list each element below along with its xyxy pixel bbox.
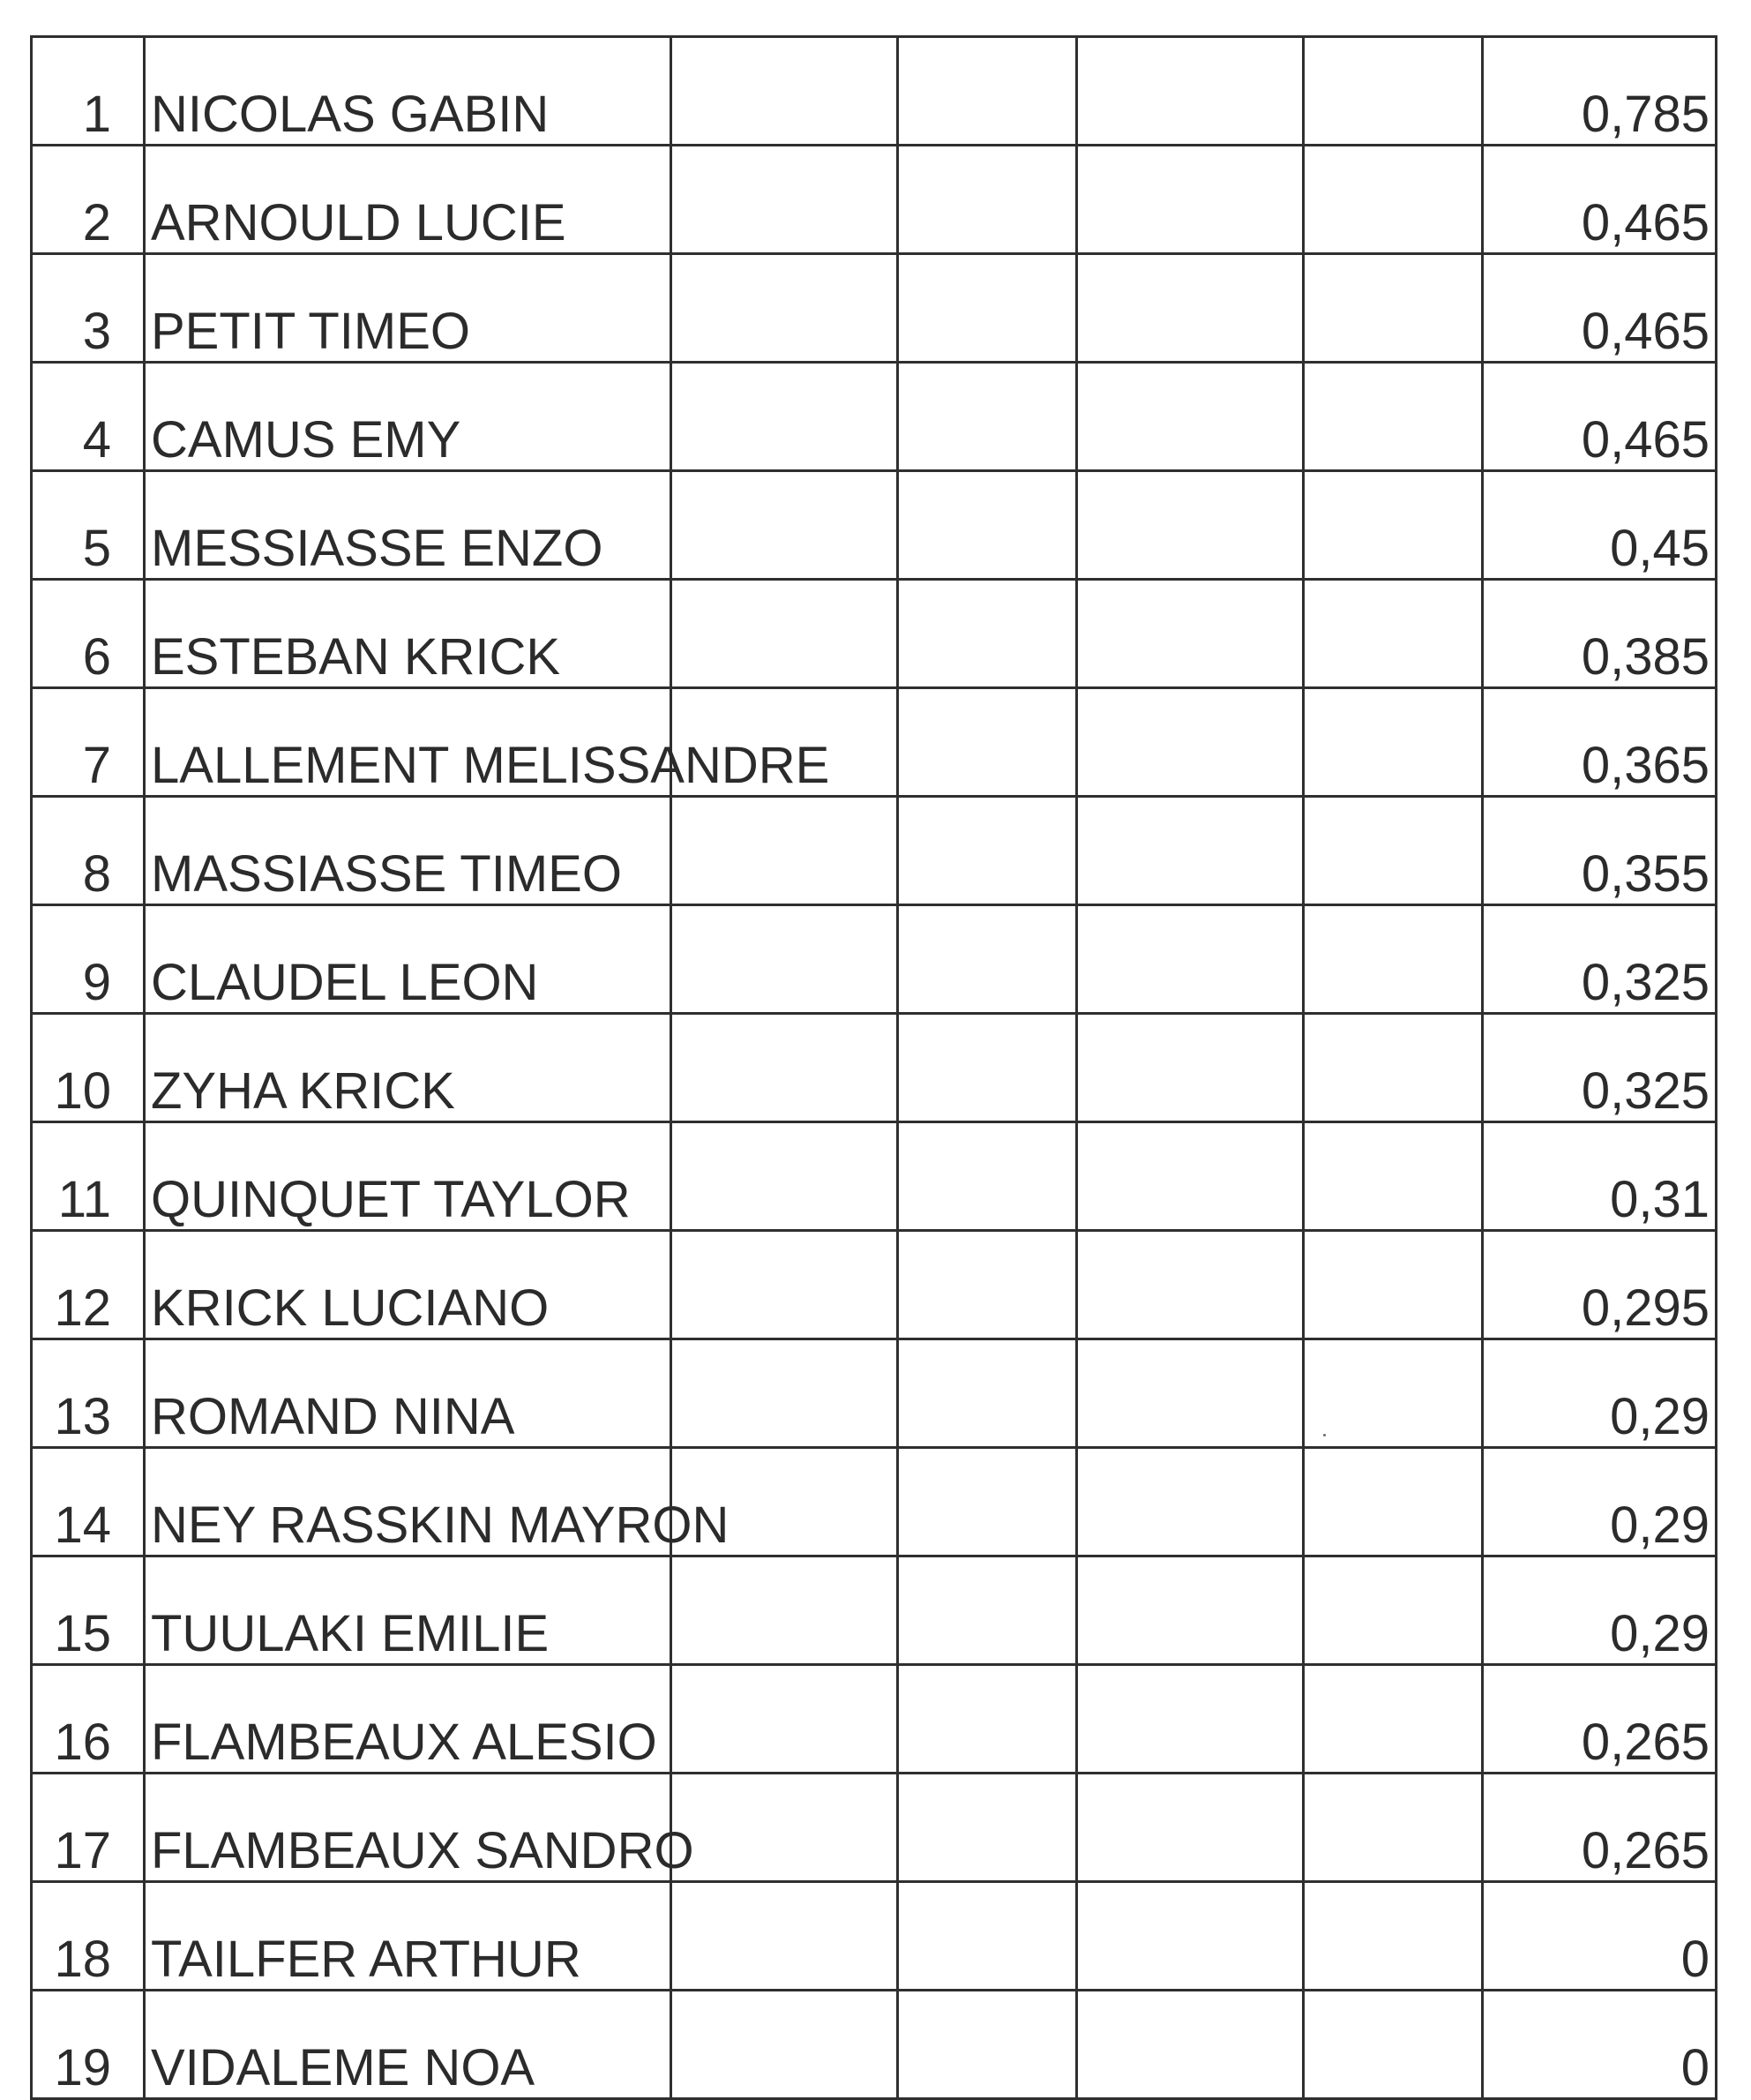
name-cell bbox=[145, 37, 671, 146]
name-cell bbox=[145, 1122, 671, 1231]
table-row bbox=[32, 1665, 1717, 1774]
empty-cell bbox=[671, 1774, 898, 1882]
score-cell bbox=[1483, 363, 1717, 471]
rank-cell bbox=[32, 1774, 145, 1882]
score-cell bbox=[1483, 471, 1717, 580]
empty-cell bbox=[898, 1448, 1077, 1556]
name-text: NICOLAS GABIN bbox=[151, 86, 550, 143]
table-row bbox=[32, 1774, 1717, 1882]
table-row bbox=[32, 797, 1717, 905]
name-text: QUINQUET TAYLOR bbox=[151, 1171, 631, 1228]
empty-cell bbox=[671, 254, 898, 363]
empty-cell bbox=[1077, 471, 1304, 580]
name-text: LALLEMENT MELISSANDRE bbox=[151, 737, 830, 794]
score-cell bbox=[1483, 688, 1717, 797]
score-cell bbox=[1483, 1665, 1717, 1774]
rank-cell bbox=[32, 1556, 145, 1665]
empty-cell bbox=[1304, 1231, 1483, 1339]
table-row bbox=[32, 363, 1717, 471]
rank-cell bbox=[32, 1014, 145, 1122]
rank-cell bbox=[32, 1991, 145, 2099]
rank-cell bbox=[32, 1448, 145, 1556]
name-text: CLAUDEL LEON bbox=[151, 954, 539, 1011]
rank-cell bbox=[32, 471, 145, 580]
score-cell bbox=[1483, 1448, 1717, 1556]
name-cell bbox=[145, 146, 671, 254]
rank-cell bbox=[32, 37, 145, 146]
score-cell bbox=[1483, 254, 1717, 363]
empty-cell bbox=[671, 37, 898, 146]
empty-cell bbox=[1077, 580, 1304, 688]
empty-cell bbox=[1077, 1882, 1304, 1991]
empty-cell bbox=[1077, 1991, 1304, 2099]
empty-cell bbox=[1077, 1231, 1304, 1339]
table-row bbox=[32, 1882, 1717, 1991]
table-body bbox=[32, 37, 1717, 2099]
name-cell bbox=[145, 1014, 671, 1122]
empty-cell bbox=[1304, 1774, 1483, 1882]
name-cell bbox=[145, 1231, 671, 1339]
name-text: VIDALEME NOA bbox=[151, 2039, 535, 2096]
rank-cell bbox=[32, 580, 145, 688]
score-cell bbox=[1483, 1991, 1717, 2099]
empty-cell bbox=[1077, 1556, 1304, 1665]
empty-cell bbox=[898, 471, 1077, 580]
empty-cell bbox=[671, 146, 898, 254]
empty-cell bbox=[898, 1665, 1077, 1774]
empty-cell bbox=[1077, 797, 1304, 905]
empty-cell bbox=[1304, 1339, 1483, 1448]
empty-cell bbox=[1077, 1774, 1304, 1882]
rank-text: 7 bbox=[82, 737, 111, 794]
name-text: FLAMBEAUX ALESIO bbox=[151, 1714, 657, 1771]
name-cell bbox=[145, 1665, 671, 1774]
score-cell bbox=[1483, 146, 1717, 254]
empty-cell bbox=[1077, 1122, 1304, 1231]
score-cell bbox=[1483, 1014, 1717, 1122]
score-text: 0,325 bbox=[1581, 954, 1710, 1011]
rank-cell bbox=[32, 688, 145, 797]
name-text: CAMUS EMY bbox=[151, 411, 461, 469]
rank-cell bbox=[32, 1231, 145, 1339]
empty-cell bbox=[671, 1122, 898, 1231]
empty-cell bbox=[1304, 1014, 1483, 1122]
table-row bbox=[32, 1556, 1717, 1665]
score-text: 0,29 bbox=[1610, 1605, 1710, 1662]
empty-cell bbox=[898, 1882, 1077, 1991]
empty-cell bbox=[1304, 1882, 1483, 1991]
score-cell bbox=[1483, 1882, 1717, 1991]
name-text: TUULAKI EMILIE bbox=[151, 1605, 550, 1662]
score-text: 0 bbox=[1680, 1931, 1710, 1988]
score-text: 0,29 bbox=[1610, 1496, 1710, 1554]
empty-cell bbox=[898, 1339, 1077, 1448]
paper-speck bbox=[1323, 1434, 1326, 1436]
name-cell bbox=[145, 688, 830, 797]
rank-text: 8 bbox=[82, 845, 111, 903]
empty-cell bbox=[898, 363, 1077, 471]
rank-cell bbox=[32, 1665, 145, 1774]
table-row bbox=[32, 905, 1717, 1014]
empty-cell bbox=[1077, 37, 1304, 146]
empty-cell bbox=[1077, 688, 1304, 797]
table-row bbox=[32, 1122, 1717, 1231]
name-cell bbox=[145, 1448, 730, 1556]
rank-text: 9 bbox=[82, 954, 111, 1011]
empty-cell bbox=[1077, 905, 1304, 1014]
empty-cell bbox=[898, 688, 1077, 797]
name-cell bbox=[145, 905, 671, 1014]
empty-cell bbox=[1304, 1556, 1483, 1665]
rank-cell bbox=[32, 1122, 145, 1231]
rank-cell bbox=[32, 1882, 145, 1991]
score-text: 0,355 bbox=[1581, 845, 1710, 903]
rank-text: 6 bbox=[82, 628, 111, 686]
score-text: 0 bbox=[1680, 2039, 1710, 2096]
name-cell bbox=[145, 363, 671, 471]
rank-cell bbox=[32, 363, 145, 471]
empty-cell bbox=[671, 1339, 898, 1448]
ranking-table bbox=[30, 35, 1717, 2100]
score-text: 0,325 bbox=[1581, 1062, 1710, 1120]
table-row bbox=[32, 1991, 1717, 2099]
name-cell bbox=[145, 1339, 671, 1448]
empty-cell bbox=[1077, 1448, 1304, 1556]
rank-text: 19 bbox=[54, 2039, 111, 2096]
empty-cell bbox=[1304, 580, 1483, 688]
empty-cell bbox=[898, 1014, 1077, 1122]
empty-cell bbox=[898, 1122, 1077, 1231]
score-cell bbox=[1483, 905, 1717, 1014]
empty-cell bbox=[1304, 254, 1483, 363]
name-text: ZYHA KRICK bbox=[151, 1062, 455, 1120]
name-cell bbox=[145, 1991, 671, 2099]
name-cell bbox=[145, 797, 671, 905]
table-row bbox=[32, 37, 1717, 146]
rank-text: 10 bbox=[54, 1062, 111, 1120]
empty-cell bbox=[671, 1014, 898, 1122]
rank-text: 3 bbox=[82, 303, 111, 360]
name-text: ROMAND NINA bbox=[151, 1388, 515, 1445]
score-text: 0,785 bbox=[1581, 86, 1710, 143]
table-row bbox=[32, 1448, 1717, 1556]
score-text: 0,265 bbox=[1581, 1714, 1710, 1771]
name-cell bbox=[145, 1882, 671, 1991]
name-text: MASSIASSE TIMEO bbox=[151, 845, 622, 903]
name-cell bbox=[145, 580, 671, 688]
score-text: 0,29 bbox=[1610, 1388, 1710, 1445]
empty-cell bbox=[1077, 363, 1304, 471]
score-text: 0,45 bbox=[1610, 520, 1710, 577]
empty-cell bbox=[898, 254, 1077, 363]
name-text: ESTEBAN KRICK bbox=[151, 628, 561, 686]
rank-cell bbox=[32, 1339, 145, 1448]
score-cell bbox=[1483, 37, 1717, 146]
score-cell bbox=[1483, 580, 1717, 688]
score-cell bbox=[1483, 1774, 1717, 1882]
rank-cell bbox=[32, 905, 145, 1014]
empty-cell bbox=[1077, 1014, 1304, 1122]
empty-cell bbox=[1304, 363, 1483, 471]
empty-cell bbox=[1304, 471, 1483, 580]
empty-cell bbox=[671, 580, 898, 688]
empty-cell bbox=[898, 1991, 1077, 2099]
rank-text: 18 bbox=[54, 1931, 111, 1988]
rank-text: 2 bbox=[82, 194, 111, 251]
empty-cell bbox=[1304, 146, 1483, 254]
empty-cell bbox=[671, 797, 898, 905]
empty-cell bbox=[898, 146, 1077, 254]
score-cell bbox=[1483, 1122, 1717, 1231]
name-text: FLAMBEAUX SANDRO bbox=[151, 1822, 694, 1879]
score-text: 0,31 bbox=[1610, 1171, 1710, 1228]
score-cell bbox=[1483, 1556, 1717, 1665]
empty-cell bbox=[671, 1556, 898, 1665]
empty-cell bbox=[898, 905, 1077, 1014]
score-text: 0,385 bbox=[1581, 628, 1710, 686]
empty-cell bbox=[671, 1665, 898, 1774]
empty-cell bbox=[1077, 254, 1304, 363]
empty-cell bbox=[671, 1882, 898, 1991]
empty-cell bbox=[671, 471, 898, 580]
rank-text: 16 bbox=[54, 1714, 111, 1771]
empty-cell bbox=[1304, 1991, 1483, 2099]
empty-cell bbox=[898, 1231, 1077, 1339]
rank-cell bbox=[32, 797, 145, 905]
rank-text: 12 bbox=[54, 1279, 111, 1337]
empty-cell bbox=[671, 905, 898, 1014]
empty-cell bbox=[1077, 1665, 1304, 1774]
empty-cell bbox=[1304, 37, 1483, 146]
score-text: 0,465 bbox=[1581, 303, 1710, 360]
score-text: 0,465 bbox=[1581, 194, 1710, 251]
name-text: PETIT TIMEO bbox=[151, 303, 471, 360]
table-row bbox=[32, 1339, 1717, 1448]
table-row bbox=[32, 1231, 1717, 1339]
empty-cell bbox=[1304, 905, 1483, 1014]
empty-cell bbox=[898, 797, 1077, 905]
table-row bbox=[32, 580, 1717, 688]
empty-cell bbox=[1077, 1339, 1304, 1448]
score-text: 0,295 bbox=[1581, 1279, 1710, 1337]
rank-text: 15 bbox=[54, 1605, 111, 1662]
rank-text: 1 bbox=[82, 86, 111, 143]
empty-cell bbox=[671, 1231, 898, 1339]
name-cell bbox=[145, 254, 671, 363]
empty-cell bbox=[898, 37, 1077, 146]
empty-cell bbox=[1304, 1122, 1483, 1231]
empty-cell bbox=[1077, 146, 1304, 254]
table-row bbox=[32, 471, 1717, 580]
rank-text: 14 bbox=[54, 1496, 111, 1554]
name-text: KRICK LUCIANO bbox=[151, 1279, 550, 1337]
rank-text: 5 bbox=[82, 520, 111, 577]
name-cell bbox=[145, 1556, 671, 1665]
empty-cell bbox=[898, 1774, 1077, 1882]
empty-cell bbox=[1304, 688, 1483, 797]
empty-cell bbox=[671, 363, 898, 471]
empty-cell bbox=[898, 580, 1077, 688]
score-cell bbox=[1483, 1231, 1717, 1339]
score-text: 0,365 bbox=[1581, 737, 1710, 794]
name-text: MESSIASSE ENZO bbox=[151, 520, 603, 577]
rank-text: 4 bbox=[82, 411, 111, 469]
empty-cell bbox=[1304, 1665, 1483, 1774]
score-text: 0,465 bbox=[1581, 411, 1710, 469]
table-row bbox=[32, 146, 1717, 254]
table-row bbox=[32, 688, 1717, 797]
score-text: 0,265 bbox=[1581, 1822, 1710, 1879]
empty-cell bbox=[1304, 1448, 1483, 1556]
rank-cell bbox=[32, 146, 145, 254]
name-cell bbox=[145, 1774, 694, 1882]
empty-cell bbox=[1304, 797, 1483, 905]
rank-cell bbox=[32, 254, 145, 363]
name-text: ARNOULD LUCIE bbox=[151, 194, 566, 251]
rank-text: 11 bbox=[57, 1171, 111, 1228]
empty-cell bbox=[671, 1991, 898, 2099]
name-cell bbox=[145, 471, 671, 580]
rank-text: 13 bbox=[54, 1388, 111, 1445]
table-row bbox=[32, 1014, 1717, 1122]
table-row bbox=[32, 254, 1717, 363]
score-cell bbox=[1483, 797, 1717, 905]
name-text: NEY RASSKIN MAYRON bbox=[151, 1496, 730, 1554]
name-text: TAILFER ARTHUR bbox=[151, 1931, 581, 1988]
score-cell bbox=[1483, 1339, 1717, 1448]
empty-cell bbox=[898, 1556, 1077, 1665]
rank-text: 17 bbox=[54, 1822, 111, 1879]
